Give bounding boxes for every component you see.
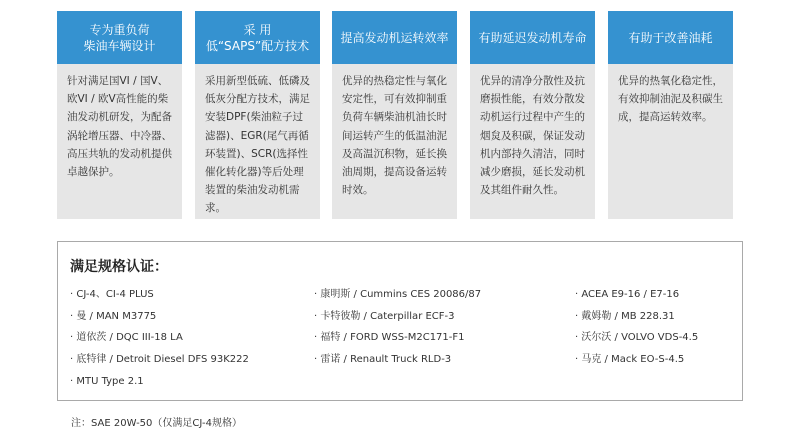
feature-card-description: 采用新型低硫、低磷及低灰分配方技术，满足安装DPF(柴油粒子过滤器)、EGR(尾气再循环装置)、SCR(选择性催化转化器)等后处理装置的柴油发动机需求。 [195, 64, 320, 219]
standard-item: · 道依茨 / DQC III-18 LA [70, 332, 183, 344]
standard-item: · MTU Type 2.1 [70, 375, 144, 387]
standard-item: · ACEA E9-16 / E7-16 [575, 289, 680, 300]
feature-card-title [57, 11, 182, 64]
standard-item: · 康明斯 / Cummins CES 20086/87 [314, 289, 482, 300]
feature-card-fuel-economy [608, 11, 733, 219]
feature-card-title-text: 有助延迟发动机寿命 [478, 30, 587, 45]
standard-item: · 卡特彼勒 / Caterpillar ECF-3 [314, 310, 455, 322]
feature-card-title-text: 专为重负荷 柴油车辆设计 [83, 22, 156, 53]
standard-item: · 底特律 / Detroit Diesel DFS 93K222 [70, 354, 249, 366]
standard-item: · 福特 / FORD WSS-M2C171-F1 [314, 332, 465, 344]
standard-item: · CJ-4、CI-4 PLUS [70, 289, 154, 300]
feature-card-title [608, 11, 733, 64]
feature-card-engine-life [470, 11, 595, 219]
standard-item: · 曼 / MAN M3775 [70, 310, 157, 322]
feature-card-title [332, 11, 457, 64]
feature-card-heavy-duty [57, 11, 182, 219]
feature-card-title [195, 11, 320, 64]
standards-box [57, 241, 743, 401]
standard-item: · 马克 / Mack EO-S-4.5 [575, 354, 685, 366]
feature-card-description: 针对满足国VI / 国V、欧VI / 欧V高性能的柴油发动机研发，为配备涡轮增压器、中冷器、高压共轨的发动机提供卓越保护。 [57, 64, 182, 219]
feature-card-low-saps [195, 11, 320, 219]
feature-card-description: 优异的热稳定性与氧化安定性，可有效抑制重负荷车辆柴油机油长时间运转产生的低温油泥及高温沉积物，延长换油周期，提高设备运转时效。 [332, 64, 457, 219]
standards-column-1 [70, 284, 249, 393]
standards-column-2 [314, 284, 481, 371]
feature-card-efficiency [332, 11, 457, 219]
feature-cards [57, 11, 733, 219]
footnote: 注：SAE 20W-50（仅满足CJ-4规格） [71, 418, 242, 429]
standard-item: · 戴姆勒 / MB 228.31 [575, 310, 675, 322]
standard-item: · 雷诺 / Renault Truck RLD-3 [314, 354, 452, 366]
standards-title: 满足规格认证： [70, 259, 168, 275]
feature-card-title-text: 有助于改善油耗 [628, 30, 713, 45]
feature-card-description: 优异的热氧化稳定性，有效抑制油泥及积碳生成，提高运转效率。 [608, 64, 733, 219]
feature-card-title [470, 11, 595, 64]
standards-column-3 [575, 284, 698, 371]
feature-card-title-text: 采 用 低“SAPS”配方技术 [205, 22, 310, 53]
standard-item: · 沃尔沃 / VOLVO VDS-4.5 [575, 332, 699, 344]
feature-card-title-text: 提高发动机运转效率 [340, 30, 449, 45]
feature-card-description: 优异的清净分散性及抗磨损性能，有效分散发动机运行过程中产生的烟炱及积碳，保证发动机内部持久清洁，同时减少磨损，延长发动机及其组件耐久性。 [470, 64, 595, 219]
